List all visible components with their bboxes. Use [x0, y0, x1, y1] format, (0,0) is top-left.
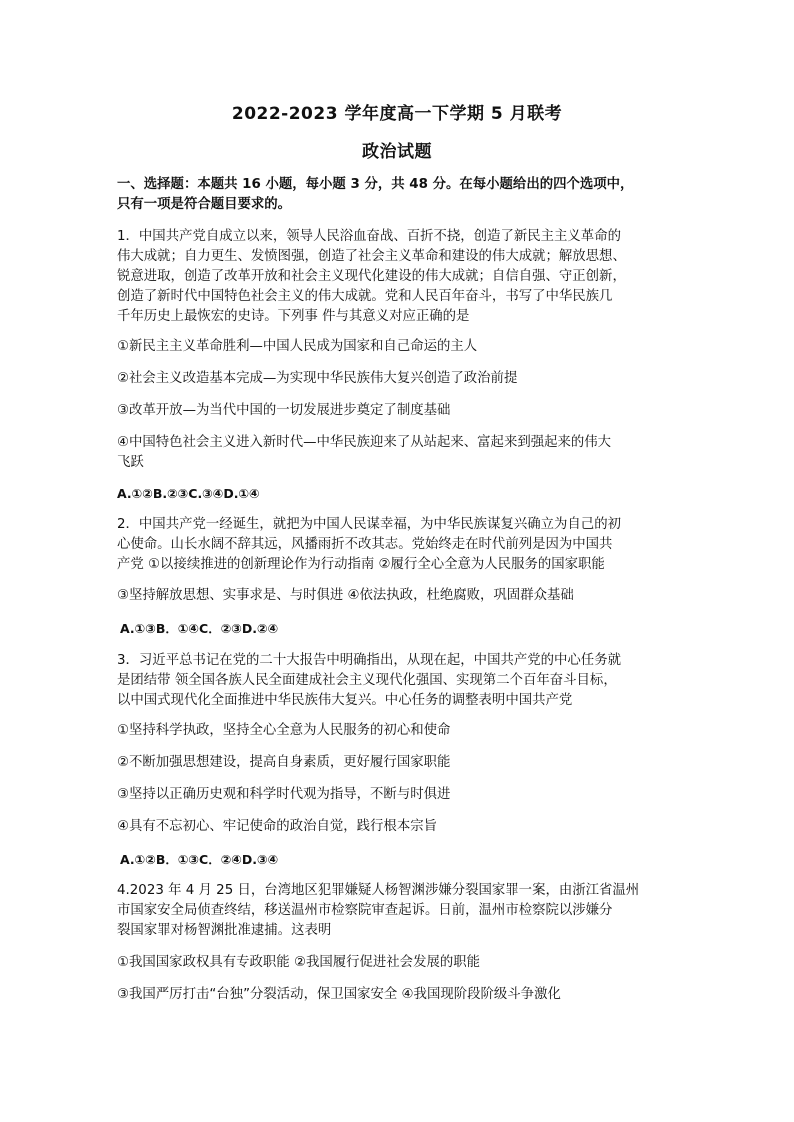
q4-choices-1-2: ①我国国家政权具有专政职能 ②我国履行促进社会发展的职能	[117, 955, 481, 970]
q1-answer-options: A.①②B.②③C.③④D.①④	[117, 486, 260, 501]
q4-stem-line-2: 市国家安全局侦查终结，移送温州市检察院审查起诉。日前，温州市检察院以涉嫌分	[117, 903, 613, 918]
q3-answer-options: A.①②B．①③C．②④D.③④	[120, 852, 279, 867]
q2-stem-line-3: 产党 ①以接续推进的创新理论作为行动指南 ②履行全心全意为人民服务的国家职能	[117, 557, 605, 572]
q3-stem-line-1: 3．习近平总书记在党的二十大报告中明确指出，从现在起，中国共产党的中心任务就	[117, 653, 621, 668]
q1-stem-line-4: 创造了新时代中国特色社会主义的伟大成就。党和人民百年奋斗，书写了中华民族几	[117, 289, 613, 304]
q3-stem-line-3: 以中国式现代化全面推进中华民族伟大复兴。中心任务的调整表明中国共产党	[117, 693, 573, 708]
q1-stem-line-1: 1．中国共产党自成立以来，领导人民浴血奋战、百折不挠，创造了新民主主义革命的	[117, 229, 621, 244]
q1-choice-1: ①新民主主义革命胜利—中国人民成为国家和自己命运的主人	[117, 339, 478, 354]
q3-choice-4: ④具有不忘初心、牢记使命的政治自觉，践行根本宗旨	[117, 819, 437, 834]
exam-title: 2022-2023 学年度高一下学期 5 月联考	[231, 104, 563, 124]
q2-stem-line-1: 2．中国共产党一经诞生，就把为中国人民谋幸福，为中华民族谋复兴确立为自己的初	[117, 517, 621, 532]
q4-stem-line-3: 裂国家罪对杨智渊批准逮捕。这表明	[117, 923, 332, 938]
q3-choice-1: ①坚持科学执政，坚持全心全意为人民服务的初心和使命	[117, 723, 451, 738]
q2-choices-3-4: ③坚持解放思想、实事求是、与时俱进 ④依法执政，杜绝腐败，巩固群众基础	[117, 588, 574, 603]
q1-choice-3: ③改革开放—为当代中国的一切发展进步奠定了制度基础	[117, 403, 451, 418]
section-heading-line-2: 只有一项是符合题目要求的。	[117, 197, 292, 212]
q1-stem-line-2: 伟大成就；自力更生、发愤图强，创造了社会主义革命和建设的伟大成就；解放思想、	[117, 249, 626, 264]
q3-choice-3: ③坚持以正确历史观和科学时代观为指导，不断与时俱进	[117, 787, 451, 802]
q3-choice-2: ②不断加强思想建设，提高自身素质，更好履行国家职能	[117, 755, 451, 770]
section-heading-line-1: 一、选择题：本题共 16 小题，每小题 3 分，共 48 分。在每小题给出的四个选项中，	[117, 177, 634, 192]
subject-title: 政治试题	[362, 142, 432, 162]
q2-stem-line-2: 心使命。山长水阔不辞其远，风播雨折不改其志。党始终走在时代前列是因为中国共	[117, 537, 613, 552]
q4-stem-line-1: 4.2023 年 4 月 25 日，台湾地区犯罪嫌疑人杨智渊涉嫌分裂国家罪一案，由浙江省温州	[117, 883, 640, 898]
q1-stem-line-3: 锐意进取，创造了改革开放和社会主义现代化建设的伟大成就；自信自强、守正创新，	[117, 269, 626, 284]
q1-choice-2: ②社会主义改造基本完成—为实现中华民族伟大复兴创造了政治前提	[117, 371, 518, 386]
q3-stem-line-2: 是团结带 领全国各族人民全面建成社会主义现代化强国、实现第二个百年奋斗目标，	[117, 673, 617, 688]
q4-choices-3-4: ③我国严厉打击“台独”分裂活动，保卫国家安全 ④我国现阶段阶级斗争激化	[117, 987, 561, 1002]
q2-answer-options: A.①③B．①④C．②③D.②④	[120, 621, 279, 636]
q1-stem-line-5: 千年历史上最恢宏的史诗。下列事 件与其意义对应正确的是	[117, 309, 470, 324]
q1-choice-4-line-1: ④中国特色社会主义进入新时代—中华民族迎来了从站起来、富起来到强起来的伟大	[117, 435, 612, 450]
q1-choice-4-line-2: 飞跃	[117, 455, 144, 470]
